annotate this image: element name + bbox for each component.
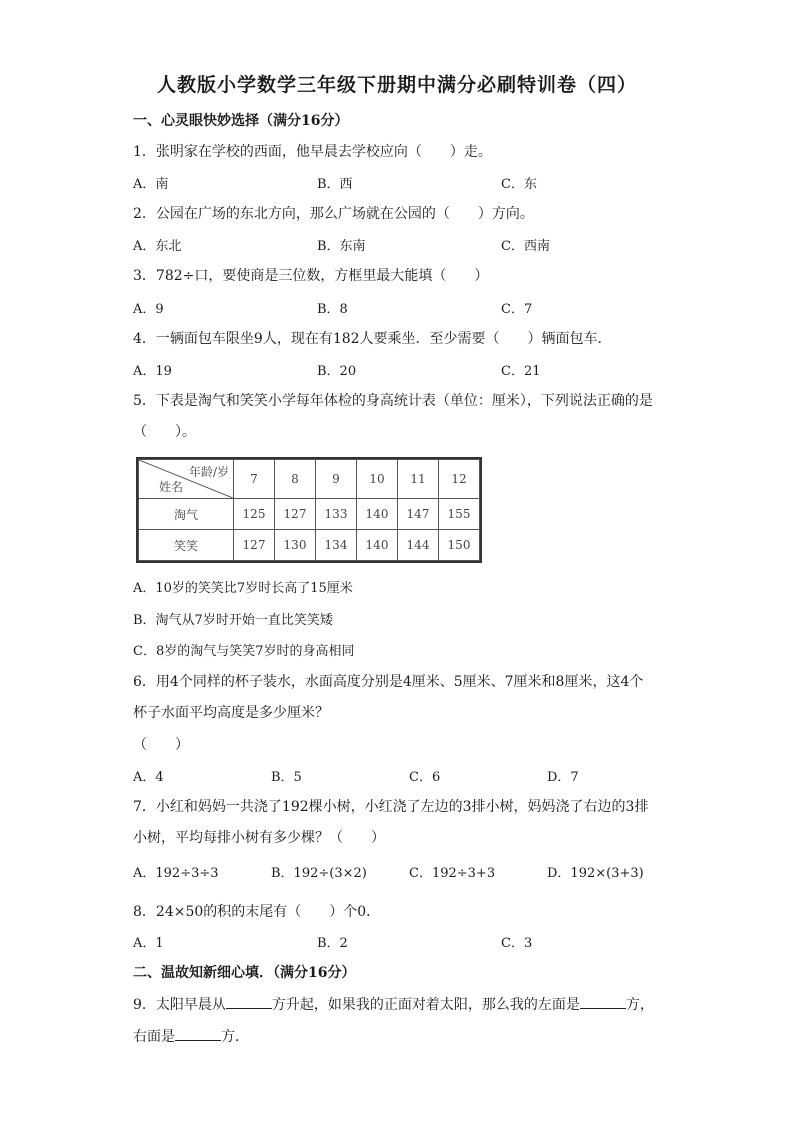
- q9-text-5: 方．: [221, 1029, 249, 1045]
- q5-option-c: C．8岁的淘气与笑笑7岁时的身高相同: [133, 644, 355, 659]
- q4-option-b: B．20: [317, 364, 357, 379]
- q6-option-a: A．4: [133, 770, 164, 785]
- height-cell: 155: [439, 499, 480, 530]
- q3-option-c: C．7: [501, 302, 533, 317]
- section-two-heading: 二、温故知新细心填．（满分16分）: [133, 965, 356, 981]
- q4-option-a: A．19: [133, 364, 172, 379]
- table-header-row: [139, 460, 480, 499]
- q3-option-a: A．9: [133, 302, 164, 317]
- q2-option-c: C．西南: [501, 239, 550, 254]
- answer-blank[interactable]: [226, 994, 272, 1009]
- q2-option-b: B．东南: [317, 239, 366, 254]
- q7-option-c: C．192÷3+3: [409, 866, 496, 881]
- question-4: 4．一辆面包车限坐9人，现在有182人要乘坐．至少需要（ ）辆面包车．: [133, 331, 612, 347]
- q7-option-b: B．192÷(3×2): [271, 866, 367, 881]
- table-row: [139, 530, 480, 561]
- age-cell: 12: [439, 460, 480, 499]
- question-6-answer-bracket: （ ）: [133, 737, 189, 753]
- answer-blank[interactable]: [175, 1026, 221, 1041]
- q5-option-a: A．10岁的笑笑比7岁时长高了15厘米: [133, 581, 353, 596]
- q8-option-c: C．3: [501, 936, 533, 951]
- height-cell: 134: [316, 530, 357, 561]
- height-cell: 140: [357, 530, 398, 561]
- q8-option-a: A．1: [133, 936, 164, 951]
- height-cell: 127: [234, 530, 275, 561]
- name-header: 姓名: [159, 480, 184, 494]
- row-name: 笑笑: [139, 530, 234, 561]
- q9-text-3: 方，: [625, 997, 654, 1013]
- page-title: 人教版小学数学三年级下册期中满分必刷特训卷（四）: [156, 74, 637, 96]
- q8-option-b: B．2: [317, 936, 348, 951]
- q4-option-c: C．21: [501, 364, 541, 379]
- height-cell: 147: [398, 499, 439, 530]
- height-table: [138, 459, 480, 561]
- question-3: 3．782÷口，要使商是三位数，方框里最大能填（ ）: [133, 268, 489, 284]
- q1-option-b: B．西: [317, 177, 353, 192]
- q1-option-a: A．南: [133, 177, 169, 192]
- question-9: [133, 994, 654, 1014]
- q6-option-d: D．7: [547, 770, 579, 785]
- question-8: 8．24×50的积的末尾有（ ）个0．: [133, 904, 381, 920]
- answer-blank[interactable]: [580, 994, 626, 1009]
- q7-option-a: A．192÷3÷3: [133, 866, 219, 881]
- question-7-line-2: 小树，平均每排小树有多少棵？（ ）: [133, 830, 385, 846]
- question-7: 7．小红和妈妈一共浇了192棵小树，小红浇了左边的3排小树，妈妈浇了右边的3排: [133, 799, 649, 815]
- section-one-heading: 一、心灵眼快妙选择（满分16分）: [133, 113, 349, 129]
- age-cell: 8: [275, 460, 316, 499]
- question-1: 1．张明家在学校的西面，他早晨去学校应向（ ）走。: [133, 144, 492, 160]
- age-cell: 7: [234, 460, 275, 499]
- height-cell: 127: [275, 499, 316, 530]
- q9-text-1: 9．太阳早晨从: [133, 997, 226, 1013]
- q1-option-c: C．东: [501, 177, 537, 192]
- age-cell: 11: [398, 460, 439, 499]
- height-cell: 133: [316, 499, 357, 530]
- q7-option-d: D．192×(3+3): [547, 866, 644, 881]
- table-corner-cell: [139, 460, 234, 499]
- age-header: 年龄/岁: [188, 465, 229, 479]
- q5-option-b: B．淘气从7岁时开始一直比笑笑矮: [133, 613, 333, 628]
- question-5-answer-bracket: （ ）。: [133, 424, 196, 440]
- row-name: 淘气: [139, 499, 234, 530]
- q2-option-a: A．东北: [133, 239, 182, 254]
- height-cell: 140: [357, 499, 398, 530]
- q9-text-2: 方升起，如果我的正面对着太阳，那么我的左面是: [271, 997, 580, 1013]
- question-9-line-2: [133, 1026, 249, 1046]
- question-5: 5．下表是淘气和笑笑小学每年体检的身高统计表（单位：厘米），下列说法正确的是: [133, 393, 653, 409]
- age-cell: 10: [357, 460, 398, 499]
- question-6: 6．用4个同样的杯子装水，水面高度分别是4厘米、5厘米、7厘米和8厘米，这4个: [133, 674, 644, 690]
- q6-option-c: C．6: [409, 770, 441, 785]
- q3-option-b: B．8: [317, 302, 348, 317]
- age-cell: 9: [316, 460, 357, 499]
- height-cell: 125: [234, 499, 275, 530]
- q9-text-4: 右面是: [133, 1029, 175, 1045]
- height-cell: 150: [439, 530, 480, 561]
- table-row: [139, 499, 480, 530]
- question-6-line-2: 杯子水面平均高度是多少厘米？: [133, 705, 329, 721]
- height-cell: 130: [275, 530, 316, 561]
- height-cell: 144: [398, 530, 439, 561]
- q6-option-b: B．5: [271, 770, 302, 785]
- question-2: 2．公园在广场的东北方向，那么广场就在公园的（ ）方向。: [133, 206, 534, 222]
